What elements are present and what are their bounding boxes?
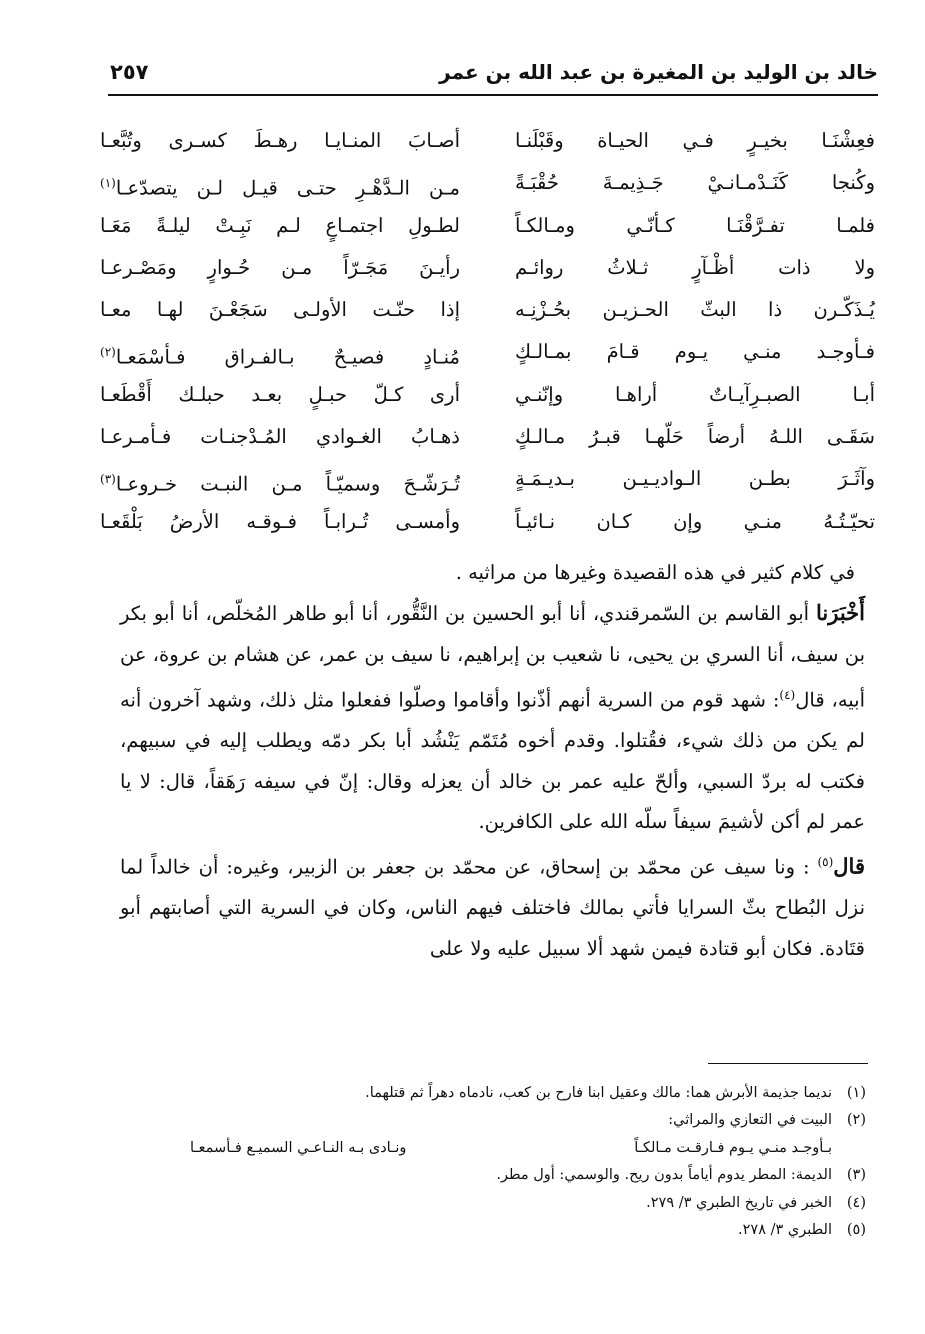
paragraph-text: : ونا سيف عن محمّد بن إسحاق، عن محمّد بن جعفر بن الزبير، وغيره: أن خالداً لما نزل البُطاح بثّ السرايا فأتي بمالك فاختلف فيهم الناس، وكان في السرية التي أصابتهم أبو قتَادة. فكان أبو قتادة فيمن شهد ألا سبيل عليه ولا على bbox=[120, 855, 865, 960]
footnote-marker[interactable]: (٥) bbox=[817, 855, 834, 870]
verse-text: مُنـادٍ فصيـحٌ بـالفـراق فـأسْمَعـا bbox=[115, 345, 460, 369]
verse-text: أصـابَ المنـايـا رهـطَ كسـرى وتُبَّعـا bbox=[100, 129, 460, 152]
poem-second-hemistichs bbox=[100, 120, 460, 543]
paragraph-lead-word: أَخْبَرَنا bbox=[816, 600, 865, 626]
paragraph-text: : شهد قوم من السرية أنهم أذّنوا وأقاموا وصلّوا ففعلوا مثل ذلك، وشهد آخرون أنه لم يكن من ذلك شيء، فقُتلوا. وقدم أخوه مُتَمّم يَنْشُد أبا بكر دمّه ويطلب إليه في سبيهم، فكتب له بردّ السبي، وألحّ عليه عمر بن خالد أن يعزله وقال: إنّ في سيفه رَهَقاً، قال: لا يا عمر لم أكن لأشيمَ سيفاً سلّه الله على الكافرين. bbox=[120, 688, 865, 833]
verse-first-half: فلمـا تفـرَّقْنَـا كـأنّـي ومـالكـاً bbox=[515, 213, 875, 237]
verse-text: إذا حنّـت الأولـى سَجَعْـنَ لهـا معـا bbox=[100, 298, 460, 322]
footnote-text: الخبر في تاريخ الطبري ٣/ ٢٧٩. bbox=[646, 1194, 832, 1211]
verse-first-half: فعِشْنَـا بخيـرٍ فـي الحيـاة وقَبْلَنـا bbox=[515, 129, 875, 152]
verse-first-half: فـأوجـد منـي يـوم قـامَ بمـالـكٍ bbox=[515, 340, 875, 364]
footnote-marker[interactable]: (٣) bbox=[100, 472, 116, 487]
footnote-text: البيت في التعازي والمراثي: bbox=[668, 1112, 832, 1129]
verse-text: ذهـابُ الغـوادي المُـدْجنـات فـأمـرعـا bbox=[100, 425, 460, 449]
footnotes bbox=[150, 1080, 866, 1244]
verse-text: أرى كـلّ حبـلٍ بعـد حبلـك أَقْطَعـا bbox=[100, 382, 460, 406]
footnote-marker[interactable]: (٢) bbox=[100, 345, 116, 360]
verse-second-half bbox=[100, 331, 460, 373]
verse-first-half: تحيّـتُـهُ منـي وإن كـان نـائيـاً bbox=[515, 509, 875, 533]
paragraph-lead-word: قال bbox=[833, 853, 865, 879]
footnote-number: (١) bbox=[846, 1085, 866, 1101]
footnote-text: الطبري ٣/ ٢٧٨. bbox=[738, 1222, 832, 1239]
poem-first-hemistichs bbox=[515, 120, 875, 543]
header-title: خالد بن الوليد بن المغيرة بن عبد الله بن عمر bbox=[439, 60, 878, 84]
verse-first-half: ولا ذات أظْـآرٍ ثـلاثُ روائـم bbox=[515, 255, 875, 279]
verse-second-half bbox=[100, 162, 460, 204]
poem bbox=[100, 120, 875, 550]
footnote-verse-first: بـأوجـد منـي يـوم فـارقـت مـالكـاً bbox=[634, 1139, 832, 1156]
verse-text: لطـولِ اجتمـاعٍ لـم نَبِـتْ ليلـةً مَعَـا bbox=[100, 213, 460, 237]
page-number: ٢٥٧ bbox=[110, 60, 149, 84]
verse-second-half bbox=[100, 120, 460, 162]
verse-second-half bbox=[100, 501, 460, 543]
paragraph-text: أبو القاسم بن السّمرقندي، أنا أبو الحسين بن النَّقُّور، أنا أبو طاهر المُخلّص، أنا أبو بكر بن سيف، أنا السري بن يحيى، نا شعيب بن إبراهيم، نا سيف بن عمر، عن هشام بن عروة، عن أبيه، قال bbox=[120, 602, 866, 712]
footnote-divider bbox=[708, 1063, 868, 1064]
footnote-verse-second: ونـادى بـه النـاعـي السميـع فـأسمعـا bbox=[190, 1139, 407, 1156]
footnote bbox=[150, 1107, 866, 1134]
verse-first-half: أبـا الصبـرِآيـاتٌ أراهـا وإنّنـي bbox=[515, 382, 875, 406]
verse-second-half bbox=[100, 205, 460, 247]
paragraph bbox=[120, 842, 865, 969]
paragraph bbox=[120, 593, 865, 842]
footnote-number: (٤) bbox=[846, 1194, 866, 1211]
verse-first-half: وآثَـرَ بطـن الـواديـيـن بـديـمَـةٍ bbox=[515, 467, 875, 491]
footnote-number: (٣) bbox=[846, 1167, 866, 1184]
footnote bbox=[150, 1217, 866, 1244]
verse-first-half: وكُنجا كَنَـدْمـانـيْ جَـذِيمـةَ حُقْبَـةً bbox=[515, 171, 875, 195]
verse-second-half bbox=[100, 416, 460, 458]
footnote-text: الديمة: المطر يدوم أياماً بدون ريح. والوسمي: أول مطر. bbox=[496, 1167, 832, 1184]
verse-second-half bbox=[100, 289, 460, 331]
verse-second-half bbox=[100, 247, 460, 289]
footnote-marker[interactable]: (٤) bbox=[779, 688, 796, 703]
footnote-number: (٥) bbox=[846, 1222, 866, 1239]
poem-closing-line: في كلام كثير في هذه القصيدة وغيرها من مراثيه . bbox=[455, 561, 855, 584]
verse-text: وأمسـى تُـرابـاً فـوقـه الأرضُ بَلْقَعـا bbox=[100, 509, 460, 533]
footnote-text: نديما جذيمة الأبرش هما: مالك وعقيل ابنا فارح بن كعب، نادماه دهراً ثم قتلهما. bbox=[365, 1085, 832, 1101]
running-header bbox=[108, 58, 878, 96]
verse-second-half bbox=[100, 374, 460, 416]
verse-text: مـن الـدَّهْـرِ حتـى قيـل لـن يتصدّعـا bbox=[115, 176, 460, 200]
footnote-marker[interactable]: (١) bbox=[100, 176, 116, 191]
footnote bbox=[150, 1080, 866, 1107]
body-text bbox=[120, 553, 865, 969]
verse-first-half: سَقَـى اللـهُ أرضاً حَلّهـا قبـرُ مـالـكٍ bbox=[515, 425, 875, 449]
footnote bbox=[150, 1162, 866, 1189]
verse-first-half: يُـذَكّـرن ذا البثّ الحـزيـن بحُـزْنِـه bbox=[515, 298, 875, 322]
footnote bbox=[150, 1190, 866, 1217]
verse-text: رأيـنَ مَجَـرّاً مـن حُـوارٍ ومَصْـرعـا bbox=[100, 255, 460, 279]
footnote-number: (٢) bbox=[846, 1112, 866, 1129]
footnote-verse bbox=[150, 1135, 866, 1162]
verse-text: تُـرَشّـحَ وسميّـاً مـن النبـت خـروعـا bbox=[115, 472, 460, 496]
verse-second-half bbox=[100, 458, 460, 500]
